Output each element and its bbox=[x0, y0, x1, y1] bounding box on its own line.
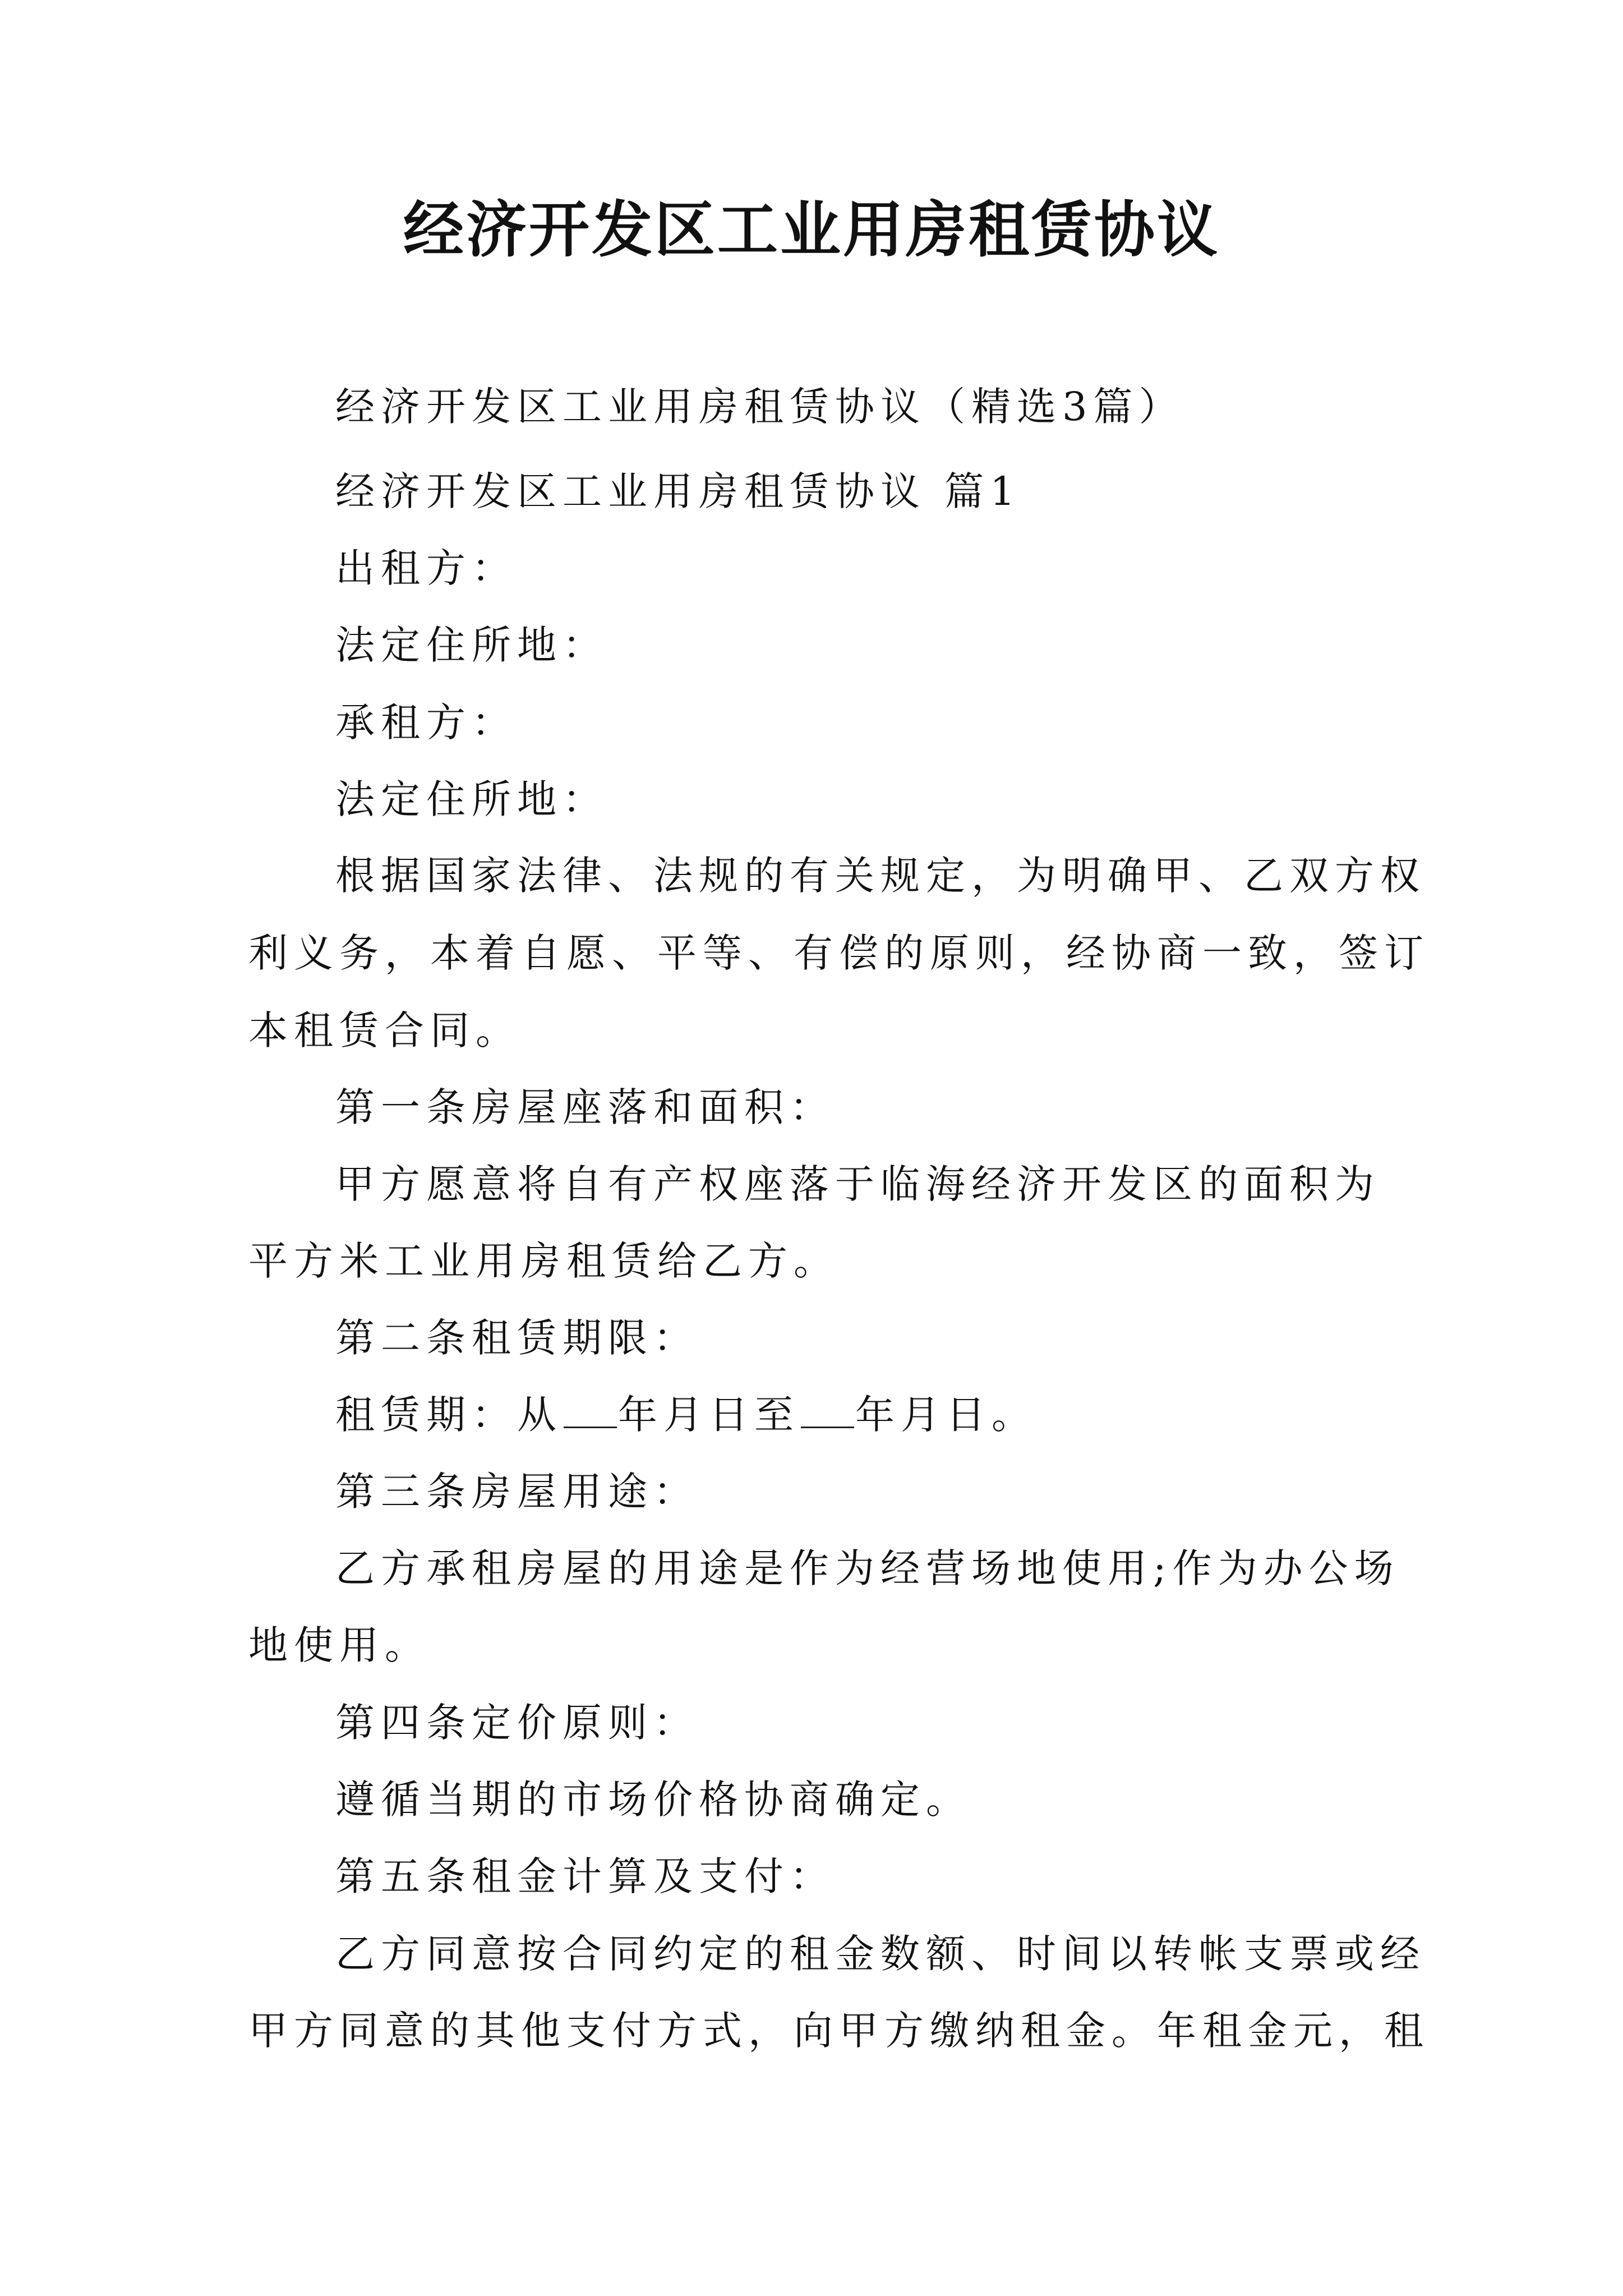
part-heading: 经济开发区工业用房租赁协议 篇1 bbox=[335, 468, 1021, 514]
article1-body-line: 甲方愿意将自有产权座落于临海经济开发区的面积为 bbox=[335, 1161, 1380, 1207]
term-end: 年月日。 bbox=[855, 1392, 1037, 1438]
lessor-label: 出租方： bbox=[335, 545, 517, 591]
document-subtitle: 经济开发区工业用房租赁协议（精选3篇） bbox=[335, 384, 1184, 430]
term-blank bbox=[564, 1393, 617, 1428]
preamble-line: 根据国家法律、法规的有关规定，为明确甲、乙双方权 bbox=[335, 853, 1426, 899]
article3-body-line: 乙方承租房屋的用途是作为经营场地使用;作为办公场 bbox=[335, 1545, 1400, 1591]
preamble-line: 本租赁合同。 bbox=[248, 1007, 521, 1053]
preamble-line: 利义务，本着自愿、平等、有偿的原则，经协商一致，签订 bbox=[248, 930, 1430, 976]
article5-heading: 第五条租金计算及支付： bbox=[335, 1853, 835, 1899]
document-title: 经济开发区工业用房租赁协议 bbox=[403, 195, 1220, 265]
article2-term-line bbox=[335, 1389, 1037, 1440]
article3-body-line: 地使用。 bbox=[248, 1622, 430, 1668]
lessor-address-label: 法定住所地： bbox=[335, 622, 608, 668]
article4-body: 遵循当期的市场价格协商确定。 bbox=[335, 1777, 971, 1823]
lessee-label: 承租方： bbox=[335, 700, 517, 746]
article5-body-line: 乙方同意按合同约定的租金数额、时间以转帐支票或经 bbox=[335, 1931, 1426, 1977]
term-mid: 年月日至 bbox=[618, 1392, 800, 1438]
lessee-address-label: 法定住所地： bbox=[335, 776, 608, 822]
article5-body-line: 甲方同意的其他支付方式，向甲方缴纳租金。年租金元，租 bbox=[248, 2008, 1430, 2054]
article2-heading: 第二条租赁期限： bbox=[335, 1315, 699, 1361]
article1-heading: 第一条房屋座落和面积： bbox=[335, 1084, 835, 1130]
term-blank bbox=[801, 1393, 854, 1428]
article3-heading: 第三条房屋用途： bbox=[335, 1469, 699, 1515]
article1-body-line: 平方米工业用房租赁给乙方。 bbox=[248, 1238, 839, 1284]
term-label: 租赁期：从 bbox=[335, 1392, 562, 1438]
article4-heading: 第四条定价原则： bbox=[335, 1700, 699, 1746]
